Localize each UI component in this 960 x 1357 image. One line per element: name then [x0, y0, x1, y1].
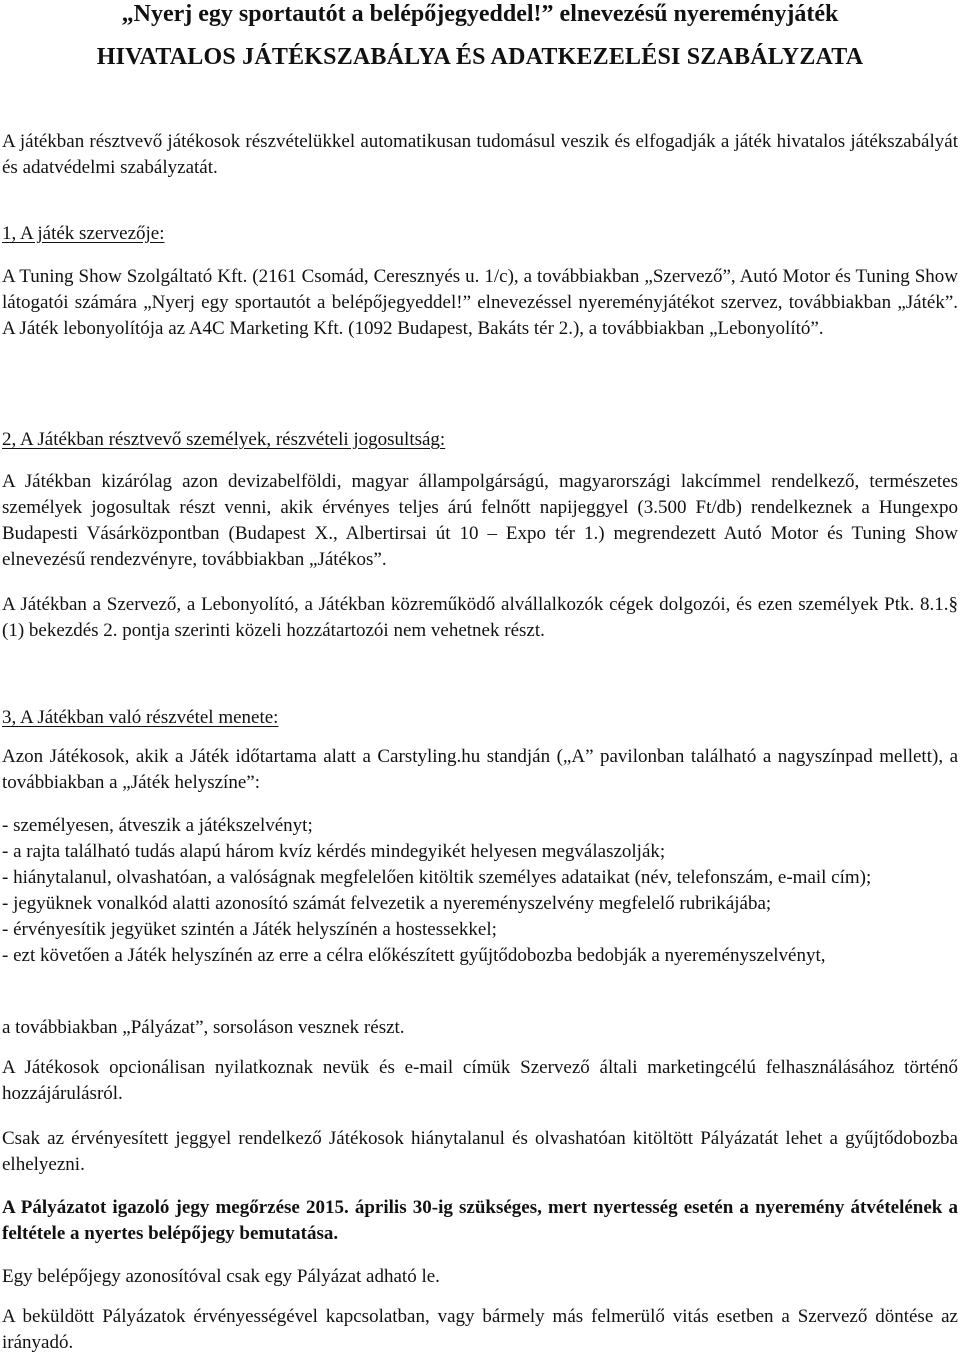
- section-3-paragraph-3: A Játékosok opcionálisan nyilatkoznak nevük és e-mail címük Szervező általi marketingcélú felhasználásához történő hozzájárulásról.: [2, 1057, 958, 1104]
- section-3-heading: 3, A Játékban való részvétel menete:: [2, 707, 279, 728]
- section-2-paragraph-2: A Játékban a Szervező, a Lebonyolító, a Játékban közreműködő alvállalkozók cégek dolgozói, és ezen személyek Ptk. 8.1.§ (1) bekezdés 2. pontja szerinti közeli hozzátartozói nem vehetnek részt.: [2, 594, 958, 641]
- intro-paragraph: A játékban résztvevő játékosok részvételükkel automatikusan tudomásul veszik és elfogadják a játék hivatalos játékszabályát és adatvédelmi szabályzatát.: [2, 131, 958, 178]
- list-item: - a rajta található tudás alapú három kvíz kérdés mindegyikét helyesen megválaszolják;: [2, 841, 666, 862]
- document-subtitle: HIVATALOS JÁTÉKSZABÁLYA ÉS ADATKEZELÉSI SZABÁLYZATA: [96, 44, 864, 70]
- section-3-paragraph-7: A beküldött Pályázatok érvényességével kapcsolatban, vagy bármely más felmerülő vitás esetben a Szervező döntése az irányadó.: [2, 1306, 958, 1353]
- section-3-paragraph-1: Azon Játékosok, akik a Játék időtartama alatt a Carstyling.hu standján („A” pavilonban található a nagyszínpad mellett), a továbbiakban a „Játék helyszíne”:: [2, 746, 958, 793]
- section-3-paragraph-5-bold: A Pályázatot igazoló jegy megőrzése 2015. április 30-ig szükséges, mert nyertesség esetén a nyeremény átvételének a feltétele a nyertes belépőjegy bemutatása.: [2, 1197, 958, 1244]
- list-item: - érvényesítik jegyüket szintén a Játék helyszínén a hostessekkel;: [2, 919, 497, 940]
- list-item: - jegyüknek vonalkód alatti azonosító számát felvezetik a nyereményszelvény megfelelő rubrikájába;: [2, 893, 772, 914]
- participation-steps-list: [2, 813, 958, 969]
- list-item: - hiánytalanul, olvashatóan, a valóságnak megfelelően kitöltik személyes adataikat (név, telefonszám, e-mail cím);: [2, 867, 872, 888]
- document-title: „Nyerj egy sportautót a belépőjegyeddel!” elnevezésű nyereményjáték: [121, 1, 839, 27]
- list-item: - ezt követően a Játék helyszínén az erre a célra előkészített gyűjtődobozba bedobják a nyereményszelvényt,: [2, 945, 826, 966]
- section-1-text: A Tuning Show Szolgáltató Kft. (2161 Csomád, Ceresznyés u. 1/c), a továbbiakban „Szervező”, Autó Motor és Tuning Show látogatói számára „Nyerj egy sportautót a belépőjegyeddel!” elnevezéssel nyereményjátékot szervez, továbbiakban „Játék”. A Játék lebonyolítója az A4C Marketing Kft. (1092 Budapest, Bakáts tér 2.), a továbbiakban „Lebonyolító”.: [2, 266, 958, 339]
- section-3-paragraph-2: a továbbiakban „Pályázat”, sorsoláson vesznek részt.: [2, 1017, 405, 1038]
- section-2-paragraph-1: A Játékban kizárólag azon devizabelföldi, magyar állampolgárságú, magyarországi lakcímmel rendelkező, természetes személyek jogosultak részt venni, akik érvényes teljes árú felnőtt napijeggyel (3.500 Ft/db) rendelkeznek a Hungexpo Budapesti Vásárközpontban (Budapest X., Albertirsai út 10 – Expo tér 1.) megrendezett Autó Motor és Tuning Show elnevezésű rendezvényre, továbbiakban „Játékos”.: [2, 471, 958, 570]
- list-item: - személyesen, átveszik a játékszelvényt;: [2, 815, 313, 836]
- section-1-heading: 1, A játék szervezője:: [2, 223, 165, 244]
- section-3-paragraph-6: Egy belépőjegy azonosítóval csak egy Pályázat adható le.: [2, 1266, 440, 1287]
- section-3-paragraph-4: Csak az érvényesített jeggyel rendelkező Játékosok hiánytalanul és olvashatóan kitöltött Pályázatát lehet a gyűjtődobozba elhelyezni.: [2, 1128, 958, 1175]
- section-2-heading: 2, A Játékban résztvevő személyek, részvételi jogosultság:: [2, 429, 446, 450]
